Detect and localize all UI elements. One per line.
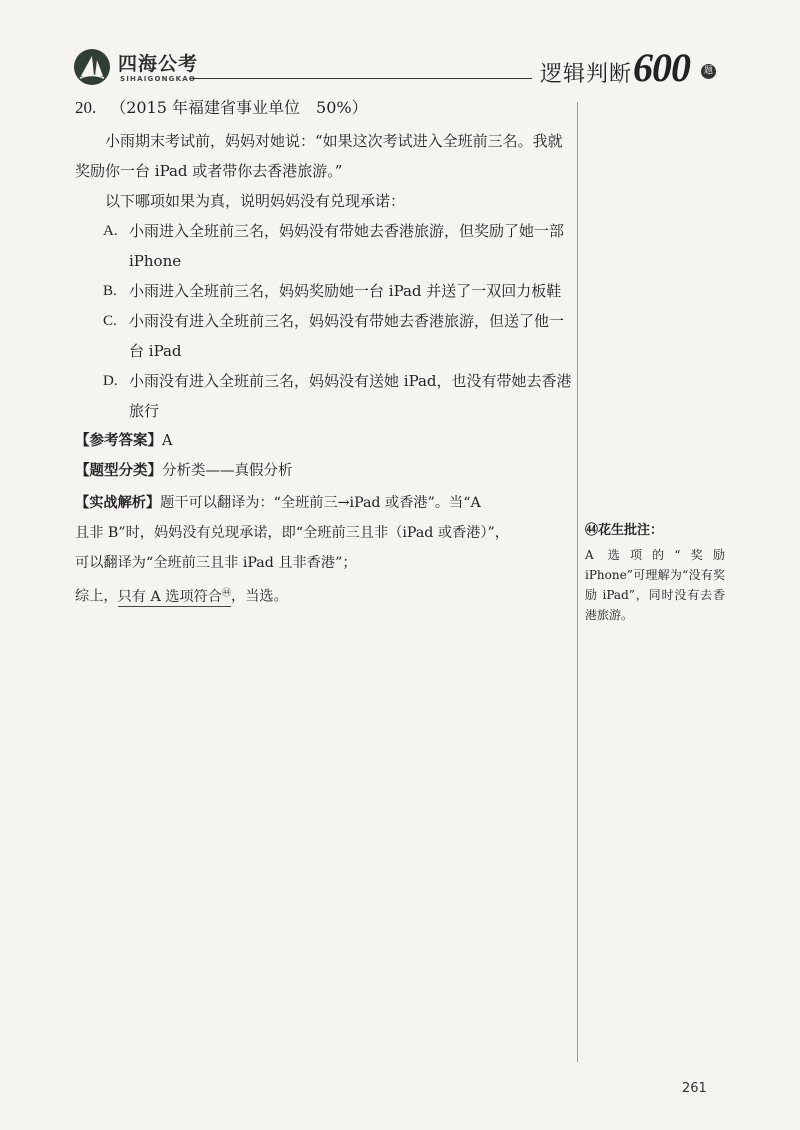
conclusion-suffix: ，当选。: [231, 588, 288, 605]
side-note-text: A 选项的“奖励 iPhone”可理解为“没有奖励 iPad”，同时没有去香港旅游。: [585, 548, 725, 622]
option-a: [103, 216, 575, 276]
question-stem: 小雨期末考试前，妈妈对她说：“如果这次考试进入全班前三名。我就奖励你一台 iPad 或者带你去香港旅游。”: [75, 132, 563, 180]
book-number: 600: [633, 45, 690, 90]
option-label: B.: [103, 283, 117, 299]
brand-subtitle: SIHAIGONGKAO: [120, 75, 197, 83]
option-text: 小雨没有进入全班前三名，妈妈没有带她去香港旅游，但送了他一台 iPad: [129, 312, 565, 360]
type-tag: 【题型分类】: [75, 463, 162, 479]
main-content: [75, 96, 575, 612]
option-text: 小雨没有进入全班前三名，妈妈没有送她 iPad，也没有带她去香港旅行: [129, 372, 572, 420]
brand-name: 四海公考: [118, 53, 199, 75]
conclusion-prefix: 综上，: [75, 588, 118, 605]
analysis-tag: 【实战解析】: [75, 495, 161, 511]
answer-value: A: [162, 433, 173, 449]
option-label: C.: [103, 313, 117, 329]
type-value: 分析类——真假分析: [162, 463, 293, 479]
book-badge: 题: [701, 64, 716, 79]
margin-divider: [577, 102, 578, 1062]
option-text: 小雨进入全班前三名，妈妈奖励她一台 iPad 并送了一双回力板鞋: [129, 282, 562, 300]
analysis-line: [75, 488, 575, 518]
analysis-line: 且非 B”时，妈妈没有兑现承诺，即“全班前三且非（iPad 或香港）”，: [75, 525, 509, 541]
question-prompt: 以下哪项如果为真，说明妈妈没有兑现承诺：: [105, 192, 406, 210]
reference-answer: [75, 426, 575, 456]
answer-tag: 【参考答案】: [75, 433, 162, 449]
header-rule: [190, 78, 532, 79]
analysis-conclusion: [75, 578, 575, 612]
analysis-line: 可以翻译为“全班前三且非 iPad 且非香港”；: [75, 555, 357, 571]
option-d: [103, 366, 575, 426]
option-text: 小雨进入全班前三名，妈妈没有带她去香港旅游，但奖励了她一部 iPhone: [129, 222, 565, 270]
conclusion-underlined: [118, 589, 231, 607]
question-source: （2015 年福建省事业单位 50%）: [110, 98, 368, 117]
option-c: [103, 306, 575, 366]
book-title: 逻辑判断: [540, 62, 633, 87]
conclusion-underlined-text: 只有 A 选项符合: [117, 588, 222, 605]
page-header: [0, 0, 800, 100]
analysis: [75, 488, 575, 612]
option-b: [103, 276, 575, 306]
option-label: D.: [103, 373, 118, 389]
page-number: 261: [682, 1081, 707, 1096]
question-heading: [75, 96, 575, 120]
question-type: [75, 456, 575, 486]
note-reference: ㊹: [221, 588, 231, 598]
analysis-text: 题干可以翻译为：“全班前三→iPad 或香港”。当“A: [160, 495, 481, 511]
side-note-title: ㊹花生批注：: [585, 523, 664, 538]
option-label: A.: [103, 223, 118, 239]
side-note: [585, 521, 725, 625]
question-number: 20.: [75, 98, 97, 117]
sihai-logo-icon: [72, 47, 112, 87]
